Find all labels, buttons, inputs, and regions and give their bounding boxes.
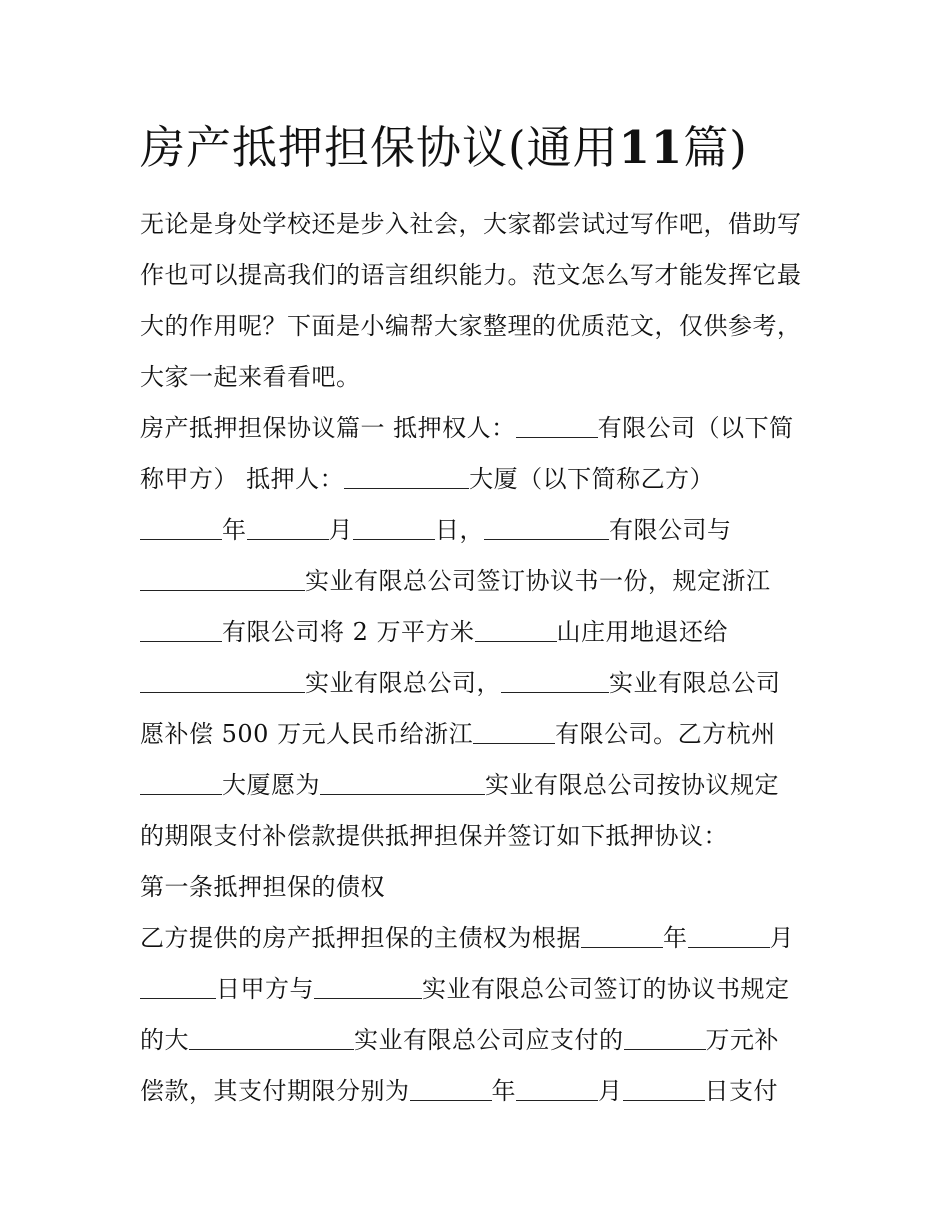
text-segment: 有限公司（以下简 xyxy=(597,414,794,442)
text-line xyxy=(140,612,820,663)
blank-underline xyxy=(623,1076,705,1101)
text-segment: 日支付 xyxy=(704,1077,778,1105)
text-segment: 房产抵押担保协议篇一 抵押权人： xyxy=(140,414,516,442)
text-segment: 大厦（以下简称乙方） xyxy=(469,465,715,493)
text-segment: 偿款，其支付期限分别为 xyxy=(140,1077,410,1105)
blank-underline xyxy=(581,923,663,948)
text-segment: 第一条抵押担保的债权 xyxy=(140,873,385,901)
blank-underline xyxy=(410,1076,492,1101)
text-segment: 大的作用呢？下面是小编帮大家整理的优质范文，仅供参考， xyxy=(140,312,802,340)
blank-underline xyxy=(688,923,770,948)
text-segment: 的大 xyxy=(140,1026,189,1054)
blank-underline xyxy=(140,668,305,693)
text-segment: 日甲方与 xyxy=(216,975,314,1003)
text-segment: 月 xyxy=(598,1077,623,1105)
text-segment: 万元补 xyxy=(705,1026,779,1054)
text-line xyxy=(140,459,820,510)
blank-underline xyxy=(473,719,555,744)
text-line xyxy=(140,816,820,867)
text-segment: 日， xyxy=(435,516,484,544)
text-segment: 称甲方） 抵押人： xyxy=(140,465,345,493)
text-line xyxy=(140,408,820,459)
text-segment: 月 xyxy=(769,924,794,952)
blank-underline xyxy=(344,464,469,489)
text-segment: 实业有限总公司， xyxy=(305,669,501,697)
blank-underline xyxy=(516,1076,598,1101)
text-line xyxy=(140,357,820,408)
text-segment: 有限公司将 2 万平方米 xyxy=(222,618,475,646)
blank-underline xyxy=(140,515,222,540)
text-segment: 有限公司。乙方杭州 xyxy=(555,720,776,748)
text-line xyxy=(140,1020,820,1071)
text-segment: 年 xyxy=(222,516,247,544)
text-segment: 愿补偿 500 万元人民币给浙江 xyxy=(140,720,474,748)
document-page xyxy=(140,118,820,1122)
text-line xyxy=(140,255,820,306)
text-line xyxy=(140,969,820,1020)
text-line xyxy=(140,1071,820,1122)
blank-underline xyxy=(140,566,305,591)
text-segment: 实业有限总公司应支付的 xyxy=(354,1026,624,1054)
text-line xyxy=(140,561,820,612)
blank-underline xyxy=(501,668,609,693)
text-segment: 乙方提供的房产抵押担保的主债权为根据 xyxy=(140,924,581,952)
text-segment: 山庄用地退还给 xyxy=(556,618,729,646)
text-segment: 实业有限总公司按协议规定 xyxy=(485,771,779,799)
text-segment: 实业有限总公司签订的协议书规定 xyxy=(422,975,790,1003)
blank-underline xyxy=(314,974,422,999)
text-segment: 实业有限总公司签订协议书一份，规定浙江 xyxy=(305,567,771,595)
blank-underline xyxy=(516,413,598,438)
text-segment: 作也可以提高我们的语言组织能力。范文怎么写才能发挥它最 xyxy=(140,261,802,289)
text-segment: 有限公司与 xyxy=(609,516,732,544)
text-line xyxy=(140,714,820,765)
text-line xyxy=(140,204,820,255)
text-line xyxy=(140,510,820,561)
title-number: 11 xyxy=(618,121,684,174)
blank-underline xyxy=(484,515,609,540)
document-title xyxy=(140,118,820,178)
text-segment: 年 xyxy=(663,924,688,952)
blank-underline xyxy=(140,770,222,795)
blank-underline xyxy=(353,515,435,540)
text-segment: 大家一起来看看吧。 xyxy=(140,363,361,391)
text-line xyxy=(140,663,820,714)
text-segment: 无论是身处学校还是步入社会，大家都尝试过写作吧，借助写 xyxy=(140,210,802,238)
text-segment: 实业有限总公司 xyxy=(609,669,781,697)
blank-underline xyxy=(140,617,222,642)
blank-underline xyxy=(624,1025,706,1050)
text-segment: 年 xyxy=(491,1077,516,1105)
blank-underline xyxy=(320,770,485,795)
section-heading xyxy=(140,867,820,918)
text-line xyxy=(140,765,820,816)
blank-underline xyxy=(189,1025,354,1050)
title-suffix: 篇) xyxy=(683,121,748,174)
text-segment: 月 xyxy=(328,516,353,544)
blank-underline xyxy=(140,974,216,999)
blank-underline xyxy=(247,515,329,540)
blank-underline xyxy=(475,617,557,642)
text-line xyxy=(140,306,820,357)
title-prefix: 房产抵押担保协议(通用 xyxy=(140,121,619,174)
text-segment: 大厦愿为 xyxy=(222,771,320,799)
text-segment: 的期限支付补偿款提供抵押担保并签订如下抵押协议： xyxy=(140,822,728,850)
text-line xyxy=(140,918,820,969)
